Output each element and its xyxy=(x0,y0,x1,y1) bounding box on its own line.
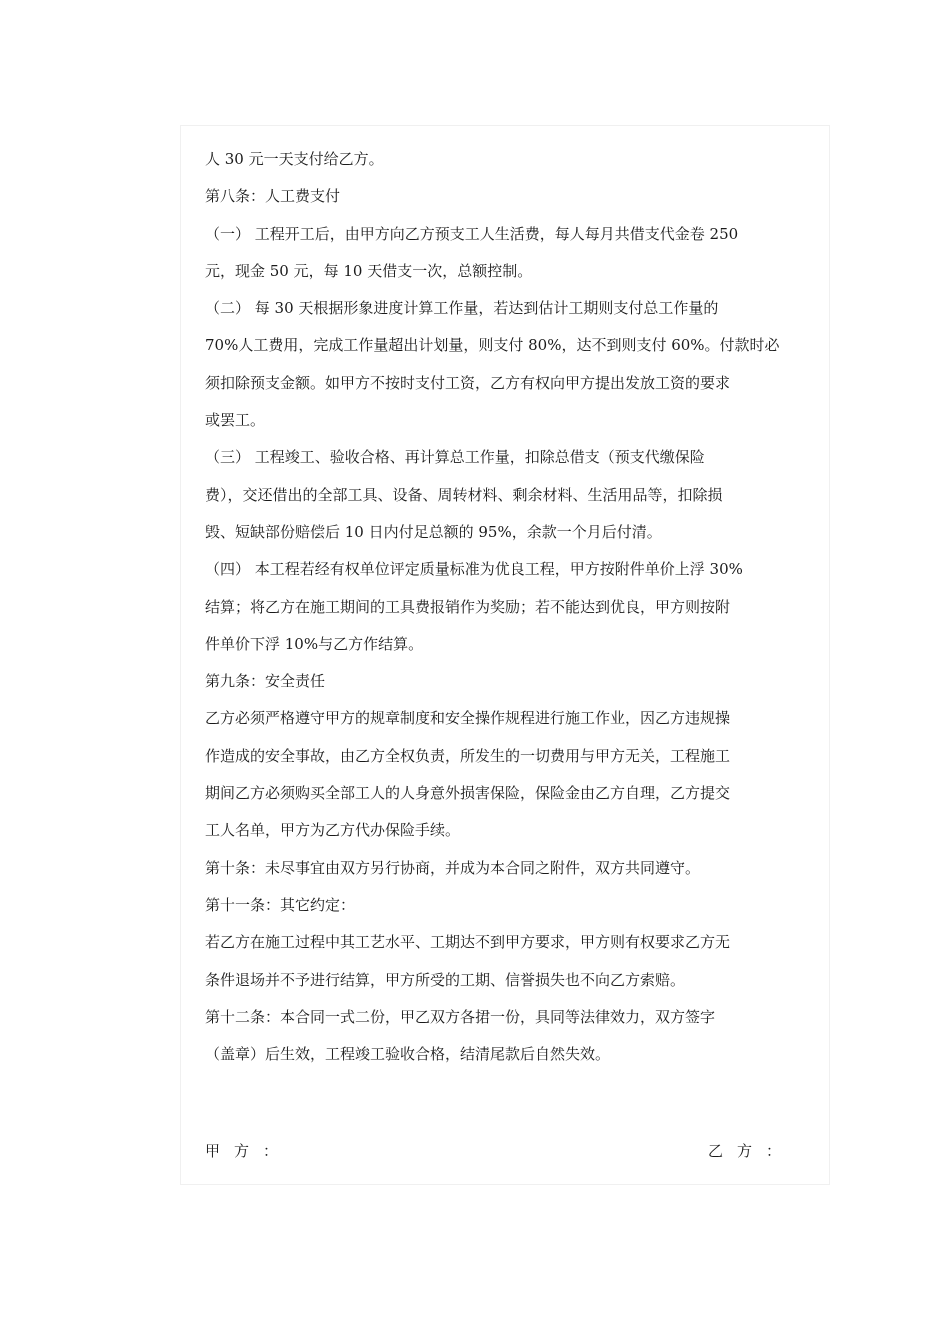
text-line: 人 30 元一天支付给乙方。 xyxy=(205,150,384,168)
text-line: （三） 工程竣工、验收合格、再计算总工作量，扣除总借支（预支代缴保险 xyxy=(205,448,705,467)
text-line: 第十一条：其它约定： xyxy=(205,895,356,914)
text-line: 费），交还借出的全部工具、设备、周转材料、剩余材料、生活用品等，扣除损 xyxy=(205,485,723,504)
text-line: 元，现金 50 元，每 10 天借支一次，总额控制。 xyxy=(205,261,533,280)
text-line: （二） 每 30 天根据形象进度计算工作量，若达到估计工期则支付总工作量的 xyxy=(205,299,719,318)
text-line: 70%人工费用，完成工作量超出计划量，则支付 80%，达不到则支付 60%。付款时必 xyxy=(205,336,780,355)
text-line: （一） 工程开工后，由甲方向乙方预支工人生活费，每人每月共借支代金卷 250 xyxy=(205,224,739,243)
text-line: 第十二条：本合同一式二份，甲乙双方各捃一份，具同等法律效力，双方签字 xyxy=(205,1007,716,1026)
text-line: 期间乙方必须购买全部工人的人身意外损害保险，保险金由乙方自理，乙方提交 xyxy=(205,784,731,803)
text-line: 若乙方在施工过程中其工艺水平、工期达不到甲方要求，甲方则有权要求乙方无 xyxy=(205,933,731,952)
text-line: 第十条：未尽事宜由双方另行协商，并成为本合同之附件，双方共同遵守。 xyxy=(205,858,701,877)
text-line: 第八条：人工费支付 xyxy=(205,187,341,206)
signature-row xyxy=(205,1133,795,1169)
text-line: 或罢工。 xyxy=(205,411,266,430)
text-line: 须扣除预支金额。如甲方不按时支付工资，乙方有权向甲方提出发放工资的要求 xyxy=(205,373,731,392)
text-line: 工人名单，甲方为乙方代办保险手续。 xyxy=(205,821,461,840)
party-b-signature-label: 乙方： xyxy=(707,1142,795,1160)
text-line: 条件退场并不予进行结算，甲方所受的工期、信誉损失也不向乙方索赔。 xyxy=(205,970,686,989)
text-line: （盖章）后生效，工程竣工验收合格，结清尾款后自然失效。 xyxy=(205,1045,611,1064)
text-line: 件单价下浮 10%与乙方作结算。 xyxy=(205,634,424,653)
text-line: 毁、短缺部份赔偿后 10 日内付足总额的 95%，余款一个月后付清。 xyxy=(205,522,662,541)
document-body xyxy=(205,141,805,1073)
text-line: （四） 本工程若经有权单位评定质量标准为优良工程，甲方按附件单价上浮 30% xyxy=(205,560,743,579)
party-a-signature-label: 甲方： xyxy=(205,1142,293,1160)
text-line: 第九条：安全责任 xyxy=(205,672,326,691)
text-line: 作造成的安全事故，由乙方全权负责，所发生的一切费用与甲方无关，工程施工 xyxy=(205,746,731,765)
text-line: 乙方必须严格遵守甲方的规章制度和安全操作规程进行施工作业，因乙方违规操 xyxy=(205,709,731,728)
text-line: 结算；将乙方在施工期间的工具费报销作为奖励；若不能达到优良，甲方则按附 xyxy=(205,597,731,616)
